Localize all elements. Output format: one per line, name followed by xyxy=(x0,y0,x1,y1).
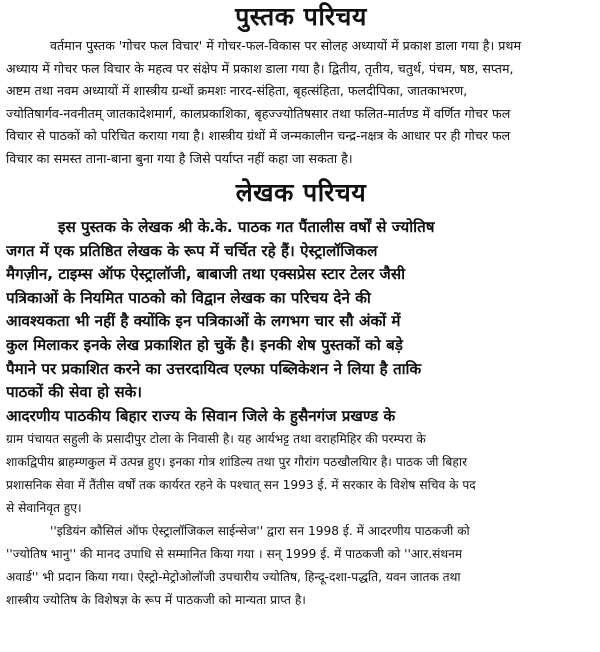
text-line: से सेवानिवृत हुए। xyxy=(6,501,82,516)
text-line: मैगज़ीन, टाइम्स ऑफ ऐस्ट्रालॉजी, बाबाजी तथा एक्सप्रेस स्टार टेलर जैसी xyxy=(6,265,406,284)
author-intro-section xyxy=(6,178,596,612)
book-intro-paragraph xyxy=(6,35,596,170)
text-line: ग्राम पंचायत सहुली के प्रसादीपुर टोला के निवासी है। यह आर्यभट्ट तथा वराहमिहिर की परम्परा के xyxy=(6,432,426,447)
text-line: इस पुस्तक के लेखक श्री के.के. पाठक गत पैंतालीस वर्षों से ज्योतिष xyxy=(58,218,435,236)
document-page xyxy=(0,2,600,612)
text-line: अवार्ड'' भी प्रदान किया गया। ऐस्ट्रो-मेट्रोओलॉजी उपचारीय ज्योतिष, हिन्दू-दशा-पद्धति, यवन जातक तथा xyxy=(6,570,461,585)
book-intro-section xyxy=(6,2,596,170)
text-line: आवश्यकता भी नहीं है क्योंकि इन पत्रिकाओं के लगभग चार सौ अंकों में xyxy=(6,312,401,331)
text-line: शास्त्रीय ज्योतिष के विशेषज्ञ के रूप में पाठकजी को मान्यता प्राप्त है। xyxy=(6,593,306,608)
text-line: वर्तमान पुस्तक 'गोचर फल विचार' में गोचर-फल-विकास पर सोलह अध्यायों में प्रकाश डाला गया है। प्रथम xyxy=(50,38,521,53)
text-line: ज्योतिषार्गव-नवनीतम् जातकादेशमार्ग, कालप्रकाशिका, बृहज्ज्योतिषसार तथा फलित-मार्तण्ड में वर्णित गोचर फल xyxy=(6,105,511,121)
text-line: आदरणीय पाठकीय बिहार राज्य के सिवान जिले के हुसैनगंज प्रखण्ड के xyxy=(6,406,396,425)
text-line: ''ज्योतिष भानु'' की मानद उपाधि से सम्मानित किया गया । सन् 1999 ई. में पाठकजी को ''आर.संथनम xyxy=(6,547,463,562)
text-line: शाकद्विपीय ब्राहम्णकुल में उत्पन्न हुए। इनका गोत्र शांडिल्य तथा पुर गौरांग पठखौलयिार है। पाठक जी बिहार xyxy=(6,455,467,470)
text-line: विचार का समस्त ताना-बाना बुना गया है जिसे पर्याप्त नहीं कहा जा सकता है। xyxy=(6,150,353,166)
text-line: पाठकों की सेवा हो सके। xyxy=(6,383,143,402)
text-line: पैमाने पर प्रकाशित करने का उत्तरदायित्व एल्फा पब्लिकेशन ने लिया है ताकि xyxy=(6,359,422,378)
text-line: अष्टम तथा नवम अध्यायों में शास्त्रीय ग्रन्थों क्रमशः नारद-संहिता, बृहत्संहिता, फलदीपिका, जातकाभरण, xyxy=(6,83,468,98)
book-intro-heading: पुस्तक परिचय xyxy=(235,2,367,31)
author-regular-paragraph-1 xyxy=(6,428,596,520)
text-line: कुल मिलाकर इनके लेख प्रकाशित हो चुकें है। इनकी शेष पुस्तकों को बड़े xyxy=(6,335,403,354)
text-line: अध्याय में गोचर फल विचार के महत्व पर संक्षेप में प्रकाश डाला गया है। द्वितीय, तृतीय, चतुर्थ, पंचम, षष्ठ, सप्तम, xyxy=(6,60,514,76)
author-intro-heading: लेखक परिचय xyxy=(235,178,367,207)
author-regular-paragraph-2 xyxy=(6,520,596,612)
text-line: पत्रिकाओं के नियमित पाठको को विद्वान लेखक का परिचय देने की xyxy=(6,288,371,307)
text-line: प्रशासनिक सेवा में तैंतीस वर्षों तक कार्यरत रहने के पश्चात् सन 1993 ई. में सरकार के विशेष सचिव के पद xyxy=(6,478,476,493)
author-bold-paragraph-1 xyxy=(6,216,596,405)
author-bold-paragraph-2 xyxy=(6,405,596,429)
text-line: विचार से पाठकों को परिचित कराया गया है। शास्त्रीय ग्रंथों में जन्मकालीन चन्द्र-नक्षत्र के आधार पर ही गोचर फल xyxy=(6,128,511,143)
text-line: ''इडियंन कौसिलं ऑफ ऐस्ट्रालॉजिकल साईन्सेज'' द्वारा सन 1998 ई. में आदरणीय पाठकजी को xyxy=(50,524,470,539)
text-line: जगत में एक प्रतिष्ठित लेखक के रूप में चर्चित रहे हैं। ऐस्ट्रालॉजिकल xyxy=(6,241,378,260)
